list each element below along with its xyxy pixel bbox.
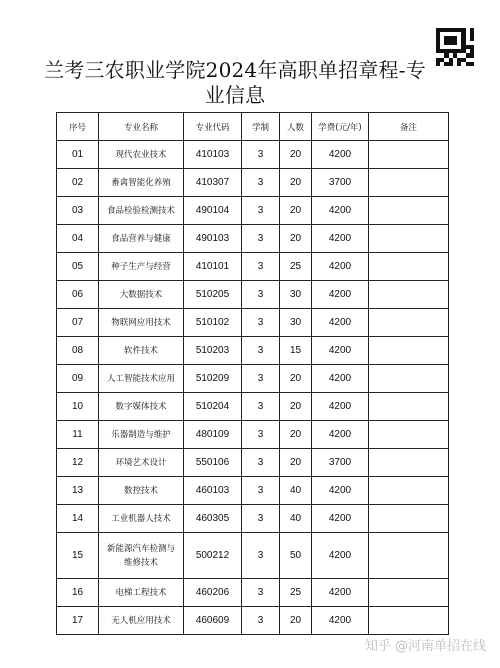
cell-fee: 4200 — [312, 607, 369, 635]
major-table — [56, 112, 449, 635]
table-row — [57, 607, 449, 635]
table-row — [57, 449, 449, 477]
cell-code: 500212 — [184, 533, 242, 579]
cell-note — [369, 449, 449, 477]
cell-count: 20 — [280, 225, 312, 253]
cell-fee: 4200 — [312, 579, 369, 607]
cell-count: 15 — [280, 337, 312, 365]
table-row — [57, 141, 449, 169]
cell-years: 3 — [242, 393, 280, 421]
cell-fee: 4200 — [312, 141, 369, 169]
watermark: 知乎 @河南单招在线 — [364, 639, 486, 654]
cell-name: 现代农业技术 — [99, 141, 184, 169]
cell-count: 20 — [280, 421, 312, 449]
cell-code: 460103 — [184, 477, 242, 505]
cell-code: 510204 — [184, 393, 242, 421]
cell-years: 3 — [242, 421, 280, 449]
cell-years: 3 — [242, 169, 280, 197]
cell-fee: 4200 — [312, 253, 369, 281]
cell-name: 数控技术 — [99, 477, 184, 505]
cell-no: 04 — [57, 225, 99, 253]
cell-name: 大数据技术 — [99, 281, 184, 309]
cell-no: 03 — [57, 197, 99, 225]
cell-no: 16 — [57, 579, 99, 607]
cell-no: 09 — [57, 365, 99, 393]
cell-code: 510203 — [184, 337, 242, 365]
table-row — [57, 579, 449, 607]
header-code: 专业代码 — [184, 113, 242, 141]
cell-count: 25 — [280, 253, 312, 281]
table-row — [57, 309, 449, 337]
cell-note — [369, 169, 449, 197]
cell-code: 510102 — [184, 309, 242, 337]
table-row — [57, 337, 449, 365]
header-count: 人数 — [280, 113, 312, 141]
cell-years: 3 — [242, 337, 280, 365]
cell-name: 物联网应用技术 — [99, 309, 184, 337]
cell-years: 3 — [242, 607, 280, 635]
cell-name: 电梯工程技术 — [99, 579, 184, 607]
cell-code: 510205 — [184, 281, 242, 309]
qr-code — [436, 28, 474, 66]
cell-no: 05 — [57, 253, 99, 281]
cell-no: 13 — [57, 477, 99, 505]
cell-fee: 4200 — [312, 421, 369, 449]
cell-note — [369, 309, 449, 337]
cell-no: 06 — [57, 281, 99, 309]
cell-no: 01 — [57, 141, 99, 169]
cell-name: 环境艺术设计 — [99, 449, 184, 477]
header-years: 学制 — [242, 113, 280, 141]
cell-name: 种子生产与经营 — [99, 253, 184, 281]
cell-code: 490104 — [184, 197, 242, 225]
page-title: 兰考三农职业学院2024年高职单招章程-专业信息 — [44, 58, 426, 107]
cell-note — [369, 225, 449, 253]
cell-fee: 3700 — [312, 449, 369, 477]
cell-years: 3 — [242, 365, 280, 393]
cell-no: 11 — [57, 421, 99, 449]
cell-code: 460609 — [184, 607, 242, 635]
cell-no: 10 — [57, 393, 99, 421]
header-note: 备注 — [369, 113, 449, 141]
table-row — [57, 533, 449, 579]
cell-code: 550106 — [184, 449, 242, 477]
table-row — [57, 365, 449, 393]
cell-years: 3 — [242, 309, 280, 337]
table-row — [57, 225, 449, 253]
cell-years: 3 — [242, 197, 280, 225]
cell-note — [369, 533, 449, 579]
cell-fee: 4200 — [312, 281, 369, 309]
cell-code: 410103 — [184, 141, 242, 169]
cell-code: 460206 — [184, 579, 242, 607]
cell-count: 20 — [280, 607, 312, 635]
table-row — [57, 393, 449, 421]
cell-no: 14 — [57, 505, 99, 533]
cell-count: 40 — [280, 505, 312, 533]
cell-count: 25 — [280, 579, 312, 607]
cell-count: 20 — [280, 197, 312, 225]
cell-note — [369, 337, 449, 365]
cell-code: 480109 — [184, 421, 242, 449]
cell-years: 3 — [242, 449, 280, 477]
cell-name: 畜禽智能化养殖 — [99, 169, 184, 197]
cell-fee: 4200 — [312, 533, 369, 579]
table-row — [57, 477, 449, 505]
cell-fee: 4200 — [312, 309, 369, 337]
cell-note — [369, 365, 449, 393]
cell-note — [369, 393, 449, 421]
cell-note — [369, 253, 449, 281]
cell-fee: 4200 — [312, 505, 369, 533]
cell-code: 490103 — [184, 225, 242, 253]
cell-note — [369, 477, 449, 505]
cell-years: 3 — [242, 141, 280, 169]
cell-code: 460305 — [184, 505, 242, 533]
table-header-row — [57, 113, 449, 141]
cell-no: 17 — [57, 607, 99, 635]
table-row — [57, 169, 449, 197]
cell-years: 3 — [242, 579, 280, 607]
cell-years: 3 — [242, 533, 280, 579]
header-name: 专业名称 — [99, 113, 184, 141]
header-no: 序号 — [57, 113, 99, 141]
table-row — [57, 421, 449, 449]
cell-count: 30 — [280, 281, 312, 309]
cell-no: 15 — [57, 533, 99, 579]
cell-count: 50 — [280, 533, 312, 579]
cell-count: 20 — [280, 169, 312, 197]
cell-name: 工业机器人技术 — [99, 505, 184, 533]
cell-fee: 4200 — [312, 365, 369, 393]
cell-fee: 4200 — [312, 393, 369, 421]
cell-fee: 4200 — [312, 225, 369, 253]
table-row — [57, 281, 449, 309]
cell-years: 3 — [242, 225, 280, 253]
cell-name: 数字媒体技术 — [99, 393, 184, 421]
cell-code: 410101 — [184, 253, 242, 281]
cell-note — [369, 421, 449, 449]
cell-name: 食品检验检测技术 — [99, 197, 184, 225]
cell-fee: 4200 — [312, 337, 369, 365]
cell-count: 20 — [280, 365, 312, 393]
table-row — [57, 197, 449, 225]
cell-note — [369, 607, 449, 635]
cell-count: 20 — [280, 449, 312, 477]
cell-years: 3 — [242, 505, 280, 533]
cell-fee: 3700 — [312, 169, 369, 197]
cell-note — [369, 505, 449, 533]
cell-fee: 4200 — [312, 197, 369, 225]
cell-note — [369, 197, 449, 225]
cell-count: 20 — [280, 141, 312, 169]
cell-years: 3 — [242, 253, 280, 281]
cell-count: 20 — [280, 393, 312, 421]
cell-count: 30 — [280, 309, 312, 337]
cell-code: 510209 — [184, 365, 242, 393]
cell-fee: 4200 — [312, 477, 369, 505]
cell-years: 3 — [242, 477, 280, 505]
cell-name: 无人机应用技术 — [99, 607, 184, 635]
cell-note — [369, 141, 449, 169]
cell-name: 人工智能技术应用 — [99, 365, 184, 393]
table-row — [57, 253, 449, 281]
cell-note — [369, 281, 449, 309]
cell-name: 乐器制造与维护 — [99, 421, 184, 449]
header-fee: 学费(元/年) — [312, 113, 369, 141]
cell-code: 410307 — [184, 169, 242, 197]
cell-name: 软件技术 — [99, 337, 184, 365]
table-row — [57, 505, 449, 533]
cell-note — [369, 579, 449, 607]
cell-count: 40 — [280, 477, 312, 505]
cell-no: 07 — [57, 309, 99, 337]
cell-no: 02 — [57, 169, 99, 197]
cell-name: 新能源汽车检测与维修技术 — [99, 533, 184, 579]
cell-no: 12 — [57, 449, 99, 477]
cell-name: 食品营养与健康 — [99, 225, 184, 253]
cell-no: 08 — [57, 337, 99, 365]
cell-years: 3 — [242, 281, 280, 309]
